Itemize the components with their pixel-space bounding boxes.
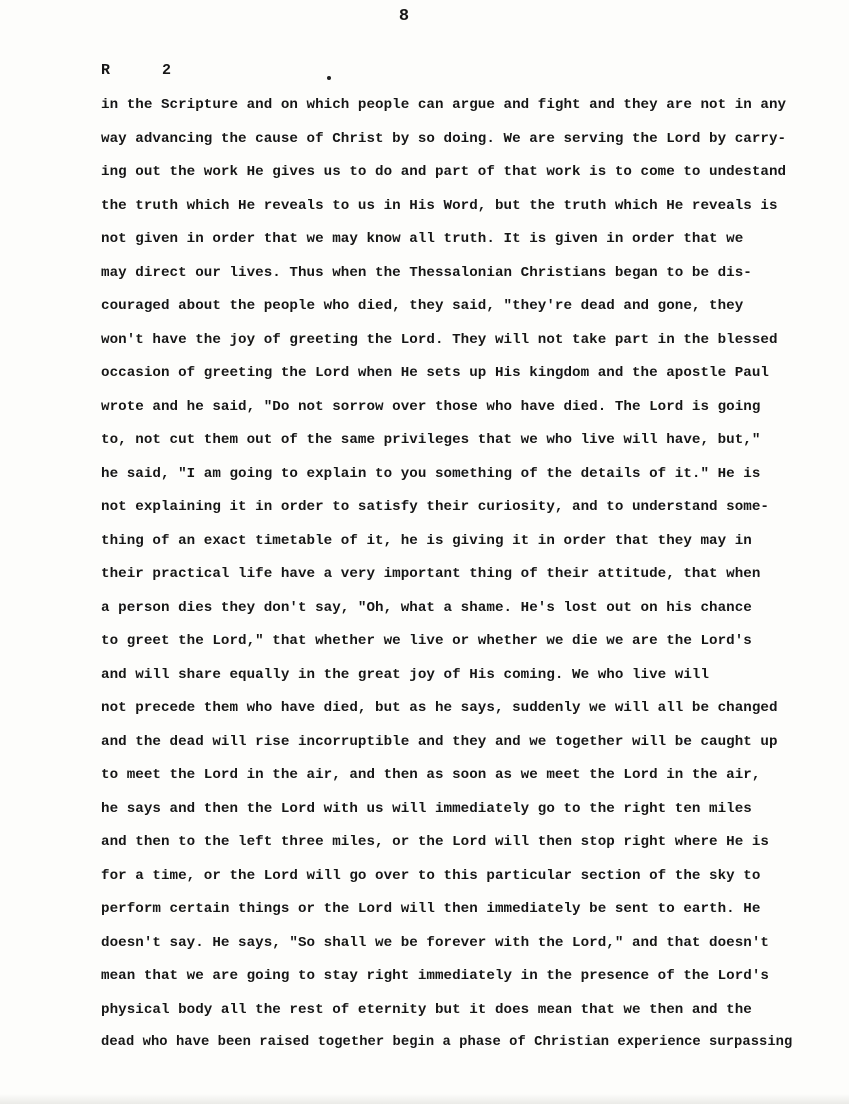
text-line: in the Scripture and on which people can argue and fight and they are not in any bbox=[101, 97, 787, 113]
text-line: may direct our lives. Thus when the Thessalonian Christians began to be dis- bbox=[101, 264, 752, 281]
text-line: occasion of greeting the Lord when He sets up His kingdom and the apostle Paul bbox=[101, 365, 769, 381]
text-line: dead who have been raised together begin a phase of Christian experience surpassing bbox=[101, 1035, 793, 1050]
text-line: not explaining it in order to satisfy their curiosity, and to understand some- bbox=[101, 499, 769, 515]
text-line: way advancing the cause of Christ by so doing. We are serving the Lord by carry- bbox=[101, 130, 787, 147]
ink-dot bbox=[327, 76, 331, 80]
page-number: 8 bbox=[398, 7, 410, 26]
text-line: he says and then the Lord with us will immediately go to the right ten miles bbox=[101, 800, 752, 817]
text-line: and will share equally in the great joy of His coming. We who live will bbox=[101, 666, 710, 683]
text-line: thing of an exact timetable of it, he is giving it in order that they may in bbox=[101, 532, 752, 549]
text-line: mean that we are going to stay right immediately in the presence of the Lord's bbox=[101, 968, 769, 984]
text-line: their practical life have a very important thing of their attitude, that when bbox=[101, 566, 761, 582]
scan-edge bbox=[0, 1094, 849, 1104]
text-line: to, not cut them out of the same privileges that we who live will have, but," bbox=[101, 432, 761, 448]
text-line: wrote and he said, "Do not sorrow over those who have died. The Lord is going bbox=[101, 398, 761, 415]
text-line: to meet the Lord in the air, and then as soon as we meet the Lord in the air, bbox=[101, 767, 761, 783]
text-line: not given in order that we may know all truth. It is given in order that we bbox=[101, 231, 744, 247]
section-letter: R bbox=[101, 62, 111, 79]
text-line: won't have the joy of greeting the Lord. They will not take part in the blessed bbox=[101, 331, 778, 348]
section-number: 2 bbox=[162, 62, 172, 79]
text-line: to greet the Lord," that whether we live or whether we die we are the Lord's bbox=[101, 633, 752, 649]
text-line: perform certain things or the Lord will then immediately be sent to earth. He bbox=[101, 901, 761, 917]
body-text bbox=[101, 94, 801, 1066]
text-line: doesn't say. He says, "So shall we be forever with the Lord," and that doesn't bbox=[101, 934, 769, 951]
text-line: ing out the work He gives us to do and part of that work is to come to undestand bbox=[101, 164, 787, 180]
section-reference bbox=[101, 61, 171, 81]
text-line: physical body all the rest of eternity but it does mean that we then and the bbox=[101, 1001, 752, 1018]
text-line: the truth which He reveals to us in His Word, but the truth which He reveals is bbox=[101, 197, 778, 214]
text-line: couraged about the people who died, they said, "they're dead and gone, they bbox=[101, 298, 744, 314]
text-line: and then to the left three miles, or the Lord will then stop right where He is bbox=[101, 834, 769, 850]
text-line: and the dead will rise incorruptible and they and we together will be caught up bbox=[101, 733, 778, 750]
text-line: a person dies they don't say, "Oh, what a shame. He's lost out on his chance bbox=[101, 599, 752, 616]
text-line: not precede them who have died, but as he says, suddenly we will all be changed bbox=[101, 700, 778, 716]
text-line: he said, "I am going to explain to you something of the details of it." He is bbox=[101, 465, 761, 482]
text-line: for a time, or the Lord will go over to this particular section of the sky to bbox=[101, 867, 761, 884]
